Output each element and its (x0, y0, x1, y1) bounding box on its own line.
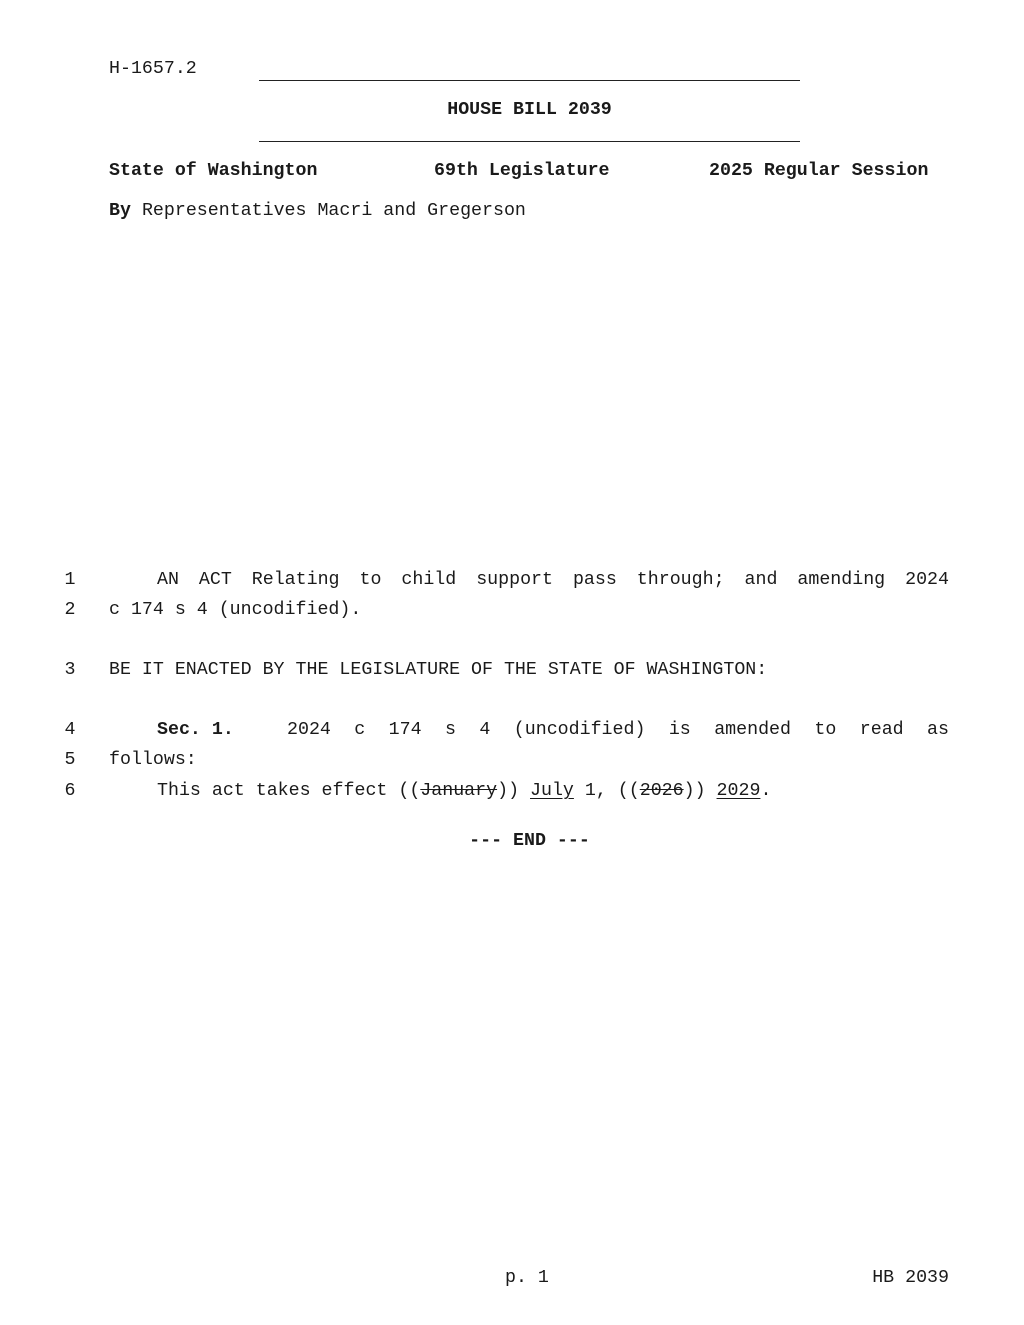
amend-suffix: . (760, 781, 772, 801)
struck-text: January (420, 781, 498, 801)
amend-mid: 1, (( (573, 781, 640, 801)
sponsors-line (109, 200, 526, 222)
line-number: 4 (64, 720, 76, 740)
sponsors-by: By (109, 201, 131, 221)
session-label: 2025 Regular Session (709, 161, 929, 181)
footer-bill-id: HB 2039 (872, 1268, 949, 1288)
act-title-line-2: c 174 s 4 (uncodified). (109, 600, 362, 620)
sponsor-names: Representatives Macri and Gregerson (141, 201, 526, 221)
title-rule-bottom (259, 141, 800, 142)
page-number: p. 1 (505, 1268, 549, 1288)
struck-text: 2026 (639, 781, 684, 801)
end-marker: --- END --- (469, 831, 590, 851)
amend-mid: )) (683, 781, 717, 801)
line-number: 2 (64, 600, 76, 620)
line-number: 3 (64, 660, 76, 680)
amend-prefix: This act takes effect (( (157, 781, 421, 801)
document-id: H-1657.2 (109, 59, 197, 79)
section-label: Sec. 1. (157, 720, 234, 740)
section-1-line-2: follows: (109, 750, 197, 770)
state-label: State of Washington (109, 161, 318, 181)
enacting-clause: BE IT ENACTED BY THE LEGISLATURE OF THE STATE OF WASHINGTON: (109, 660, 768, 680)
line-number: 5 (64, 750, 76, 770)
amended-effective-date (157, 780, 771, 802)
inserted-text: 2029 (716, 781, 761, 801)
act-title-line-1: AN ACT Relating to child support pass through; and amending 2024 (157, 570, 949, 590)
line-number: 1 (64, 570, 76, 590)
line-number: 6 (64, 781, 76, 801)
bill-title: HOUSE BILL 2039 (447, 100, 612, 120)
section-1-line-1: 2024 c 174 s 4 (uncodified) is amended to read as (287, 720, 949, 740)
title-rule-top (259, 80, 800, 81)
inserted-text: July (530, 781, 574, 801)
amend-mid: )) (497, 781, 531, 801)
legislature-label: 69th Legislature (434, 161, 610, 181)
